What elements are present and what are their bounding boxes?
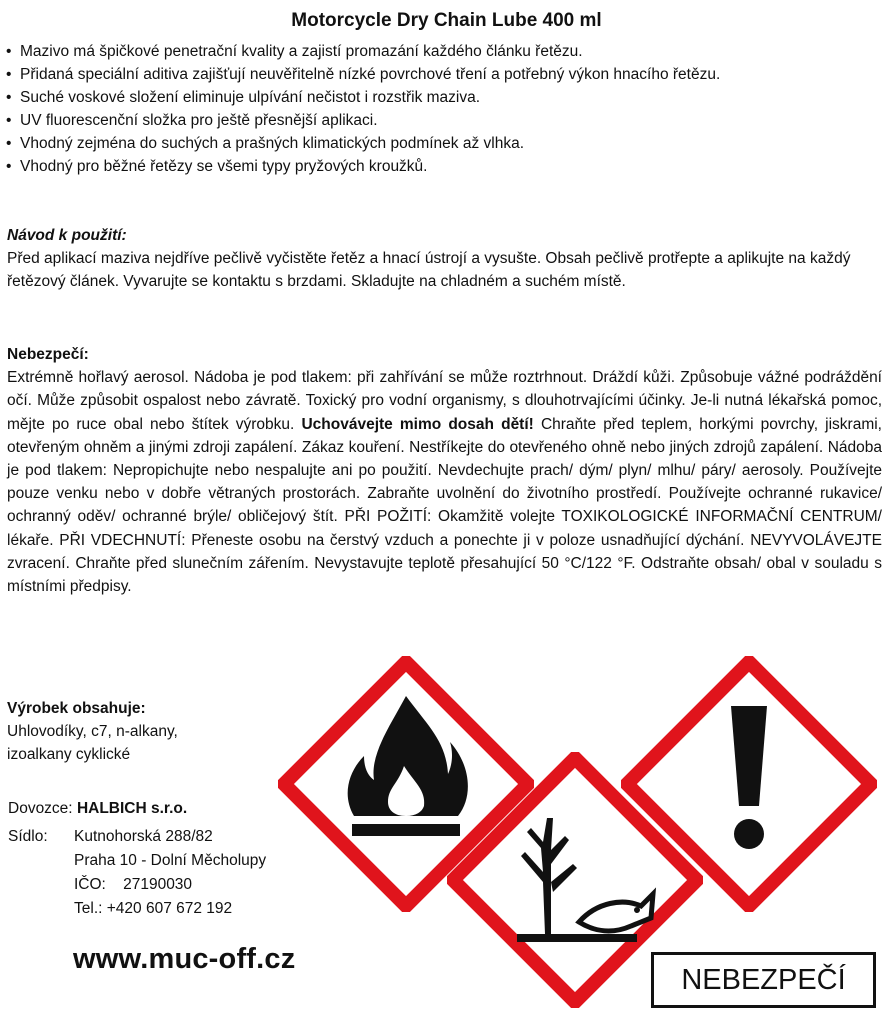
contents-heading: Výrobek obsahuje: (7, 700, 146, 717)
danger-text-part: Chraňte před teplem, horkými povrchy, jiskrami, otevřeným ohněm a jinými zdroji zapálení. Zákaz kouření. Nestříkejte do otevřeného ohně nebo jiných zdrojů zapálení. Nádoba je pod tlakem: Nepropichujte nebo nespalujte ani po použití. Nevdechujte prach/ dým/ plyn/ mlhu/ páry/ aerosoly. Používejte pouze venku nebo v dobře větraných prostorách. Zabraňte uvolnění do životního prostředí. Používejte ochranné rukavice/ ochranný oděv/ ochranné brýle/ obličejový štít. PŘI POŽITÍ: Okamžitě volejte TOXIKOLOGICKÉ INFORMAČNÍ CENTRUM/ lékaře. PŘI VDECHNUTÍ: Přeneste osobu na čerstvý vzduch a ponechte ji v poloze usnadňující dýchání. NEVYVOLÁVEJTE zvracení. Chraňte před slunečním zářením. Nevystavujte teplotě přesahující 50 °C/122 °F. Odstraňte obsah/ obal v souladu s místními předpisy. (7, 415, 882, 596)
importer-label: Dovozce: (8, 800, 73, 817)
child-warning: Uchovávejte mimo dosah dětí! (301, 415, 534, 433)
address-line: Kutnohorská 288/82 (74, 828, 213, 845)
company-id: IČO: 27190030 (74, 876, 193, 893)
feature-item: • Přidaná speciální aditiva zajišťují neuvěřitelně nízké povrchové tření a potřebný výkon hnacího řetězu. (6, 63, 886, 86)
importer-row (8, 798, 187, 820)
importer-name: HALBICH s.r.o. (76, 800, 188, 817)
website-link[interactable]: www.muc-off.cz (73, 943, 296, 975)
seat-label: Sídlo: (8, 828, 48, 845)
product-title: Motorcycle Dry Chain Lube 400 ml (291, 10, 602, 31)
feature-item: • Suché voskové složení eliminuje ulpívání nečistot i rozstřik maziva. (6, 86, 886, 109)
usage-section (7, 224, 887, 294)
address-line: Praha 10 - Dolní Měcholupy (74, 852, 267, 869)
feature-item: • UV fluorescenční složka pro ještě přesnější aplikaci. (6, 109, 886, 132)
feature-list (6, 40, 886, 178)
usage-heading: Návod k použití: (7, 227, 127, 244)
phone-number: Tel.: +420 607 672 192 (74, 900, 233, 917)
exclamation-pictogram (621, 656, 877, 912)
contents-line: Uhlovodíky, c7, n-alkany, (7, 723, 178, 741)
feature-item: • Vhodný zejména do suchých a prašných klimatických podmínek až vlhka. (6, 132, 886, 155)
danger-heading: Nebezpečí: (7, 346, 89, 363)
contents-line: izoalkany cyklické (7, 746, 131, 764)
contents-section (7, 697, 307, 767)
feature-item: • Vhodný pro běžné řetězy se všemi typy pryžových kroužků. (6, 155, 886, 178)
feature-item: • Mazivo má špičkové penetrační kvality a zajistí promazání každého článku řetězu. (6, 40, 886, 63)
signal-word-box: NEBEZPEČÍ (651, 952, 876, 1008)
danger-section (7, 343, 882, 598)
danger-text-part: Extrémně hořlavý aerosol. Nádoba je pod tlakem: při zahřívání se může roztrhnout. Dráždí kůži. Způsobuje vážné podráždění očí. Může způsobit ospalost nebo závratě. Toxický pro vodní organismy, s dlouhotrvajícími účinky. Je-li nutná lékařská pomoc, mějte po ruce obal nebo štítek výrobku. (7, 369, 882, 433)
danger-text (7, 366, 882, 598)
usage-text: Před aplikací maziva nejdříve pečlivě vyčistěte řetěz a hnací ústrojí a vysušte. Obsah pečlivě protřepte a aplikujte na každý řetězový článek. Vyvarujte se kontaktu s brzdami. Skladujte na chladném a suchém místě. (7, 250, 851, 291)
